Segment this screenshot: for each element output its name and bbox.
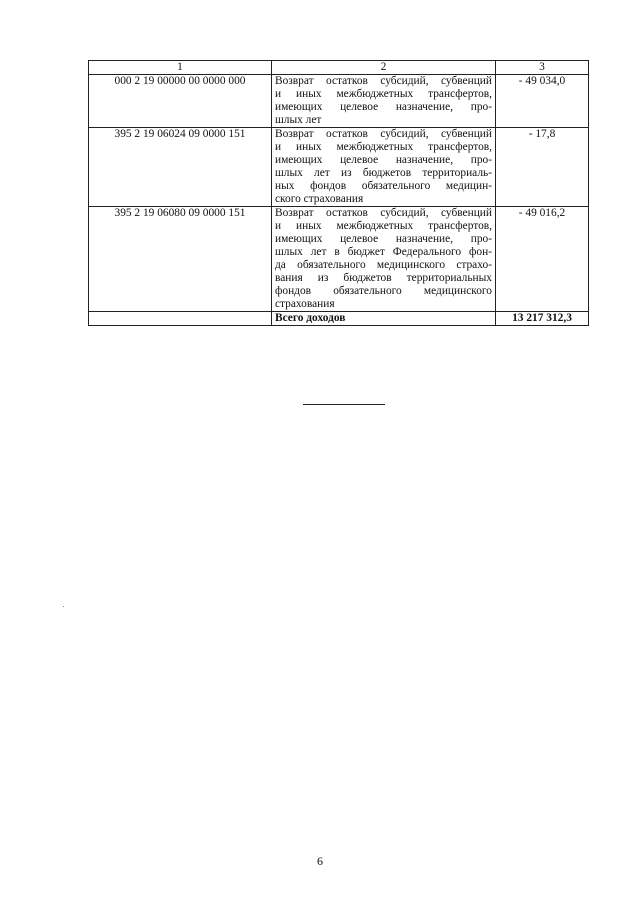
income-name-line: вания из бюджетов территориальных xyxy=(275,272,492,284)
income-name-line: шлых лет xyxy=(275,114,322,126)
income-name-line: шлых лет из бюджетов территориаль- xyxy=(275,167,492,179)
income-name-line: имеющих целевое назначение, про- xyxy=(275,233,492,245)
table-header-row xyxy=(89,61,589,75)
page-number: 6 xyxy=(317,854,323,868)
column-header-3: 3 xyxy=(496,61,589,75)
income-name-line: ных фондов обязательного медицин- xyxy=(275,180,492,192)
budget-code-cell: 395 2 19 06080 09 0000 151 xyxy=(89,207,272,312)
table-row xyxy=(89,128,589,207)
total-amount: 13 217 312,3 xyxy=(496,312,589,326)
budget-code-cell: 000 2 19 00000 00 0000 000 xyxy=(89,75,272,128)
income-name-line: и иных межбюджетных трансфертов, xyxy=(275,141,492,153)
income-name-line: ского страхования xyxy=(275,193,364,205)
income-name-line: и иных межбюджетных трансфертов, xyxy=(275,220,492,232)
income-name-line: страхования xyxy=(275,298,335,310)
budget-code-cell: 395 2 19 06024 09 0000 151 xyxy=(89,128,272,207)
income-name-cell xyxy=(272,75,496,128)
income-name-line: имеющих целевое назначение, про- xyxy=(275,154,492,166)
total-empty-cell xyxy=(89,312,272,326)
amount-cell: - 17,8 xyxy=(496,128,589,207)
income-name-line: да обязательного медицинского страхо- xyxy=(275,259,492,271)
amount-cell: - 49 016,2 xyxy=(496,207,589,312)
amount-cell: - 49 034,0 xyxy=(496,75,589,128)
revenue-table xyxy=(88,60,589,326)
total-row xyxy=(89,312,589,326)
table-row xyxy=(89,207,589,312)
income-name-line: и иных межбюджетных трансфертов, xyxy=(275,88,492,100)
income-name-line: Возврат остатков субсидий, субвенций xyxy=(275,207,492,219)
income-name-line: имеющих целевое назначение, про- xyxy=(275,101,492,113)
column-header-2: 2 xyxy=(272,61,496,75)
table-row xyxy=(89,75,589,128)
income-name-line: Возврат остатков субсидий, субвенций xyxy=(275,75,492,87)
scan-speck xyxy=(63,606,64,607)
income-name-line: шлых лет в бюджет Федерального фон- xyxy=(275,246,492,258)
income-name-cell xyxy=(272,207,496,312)
end-of-table-divider xyxy=(303,404,385,405)
column-header-1: 1 xyxy=(89,61,272,75)
income-name-cell xyxy=(272,128,496,207)
income-name-line: Возврат остатков субсидий, субвенций xyxy=(275,128,492,140)
income-name-line: фондов обязательного медицинского xyxy=(275,285,492,297)
total-label: Всего доходов xyxy=(272,312,496,326)
